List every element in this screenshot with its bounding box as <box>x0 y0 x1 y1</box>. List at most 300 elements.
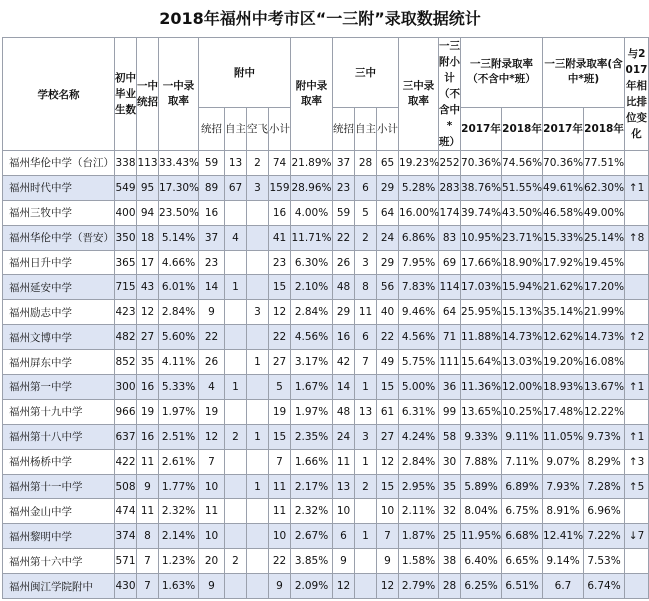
excl-2017-cell: 5.89% <box>461 474 502 499</box>
sz-unified-cell: 23 <box>333 175 355 200</box>
excl-2018-cell: 7.11% <box>502 449 543 474</box>
rank-cell <box>625 549 649 574</box>
sz-unified-cell: 11 <box>333 449 355 474</box>
fz-self-cell: 2 <box>225 424 247 449</box>
fz-fly-cell: 3 <box>247 300 269 325</box>
sz-unified-cell: 13 <box>333 474 355 499</box>
incl-2018-cell: 19.45% <box>584 250 625 275</box>
sz-self-cell: 3 <box>355 250 377 275</box>
fz-sub-cell: 16 <box>269 200 291 225</box>
incl-2018-cell: 6.74% <box>584 574 625 599</box>
excl-2017-cell: 11.36% <box>461 375 502 400</box>
yisan-sub-cell: 252 <box>439 151 461 176</box>
sz-sub-cell: 64 <box>377 200 399 225</box>
sz-rate-cell: 16.00% <box>399 200 439 225</box>
incl-2017-cell: 35.14% <box>543 300 584 325</box>
sz-rate-cell: 5.28% <box>399 175 439 200</box>
unified-cell: 11 <box>137 449 159 474</box>
rank-cell: ↓7 <box>625 524 649 549</box>
sz-self-cell: 2 <box>355 225 377 250</box>
rank-cell: ↑8 <box>625 225 649 250</box>
excl-2018-cell: 6.75% <box>502 499 543 524</box>
incl-2017-cell: 46.58% <box>543 200 584 225</box>
sz-self-cell: 5 <box>355 200 377 225</box>
page-title: 2018年福州中考市区“一三附”录取数据统计 <box>159 9 481 28</box>
rank-cell: ↑3 <box>625 449 649 474</box>
fz-fly-cell <box>247 549 269 574</box>
excl-2017-cell: 6.40% <box>461 549 502 574</box>
school-cell: 福州文博中学 <box>3 325 115 350</box>
table-body <box>3 151 649 599</box>
excl-2017-cell: 38.76% <box>461 175 502 200</box>
rate1-cell: 4.66% <box>159 250 199 275</box>
school-cell: 福州第一中学 <box>3 375 115 400</box>
fz-fly-cell <box>247 399 269 424</box>
table-row <box>3 549 649 574</box>
school-cell: 福州华伦中学（台江） <box>3 151 115 176</box>
fz-self-cell <box>225 325 247 350</box>
header-rate1: 一中录取率 <box>159 38 199 151</box>
fz-unified-cell: 20 <box>199 549 225 574</box>
fz-unified-cell: 14 <box>199 275 225 300</box>
incl-2018-cell: 14.73% <box>584 325 625 350</box>
sz-self-cell: 6 <box>355 175 377 200</box>
fz-unified-cell: 23 <box>199 250 225 275</box>
sz-unified-cell: 12 <box>333 574 355 599</box>
sz-sub-cell: 29 <box>377 250 399 275</box>
incl-2018-cell: 9.73% <box>584 424 625 449</box>
header-fz-fly: 空飞 <box>247 107 269 150</box>
yisan-sub-cell: 58 <box>439 424 461 449</box>
grads-cell: 374 <box>115 524 137 549</box>
fz-self-cell: 1 <box>225 275 247 300</box>
yisan-sub-cell: 114 <box>439 275 461 300</box>
fz-rate-cell: 2.84% <box>291 300 333 325</box>
rate1-cell: 5.60% <box>159 325 199 350</box>
rank-cell: ↑1 <box>625 175 649 200</box>
excl-2018-cell: 6.51% <box>502 574 543 599</box>
fz-sub-cell: 19 <box>269 399 291 424</box>
excl-2018-cell: 12.00% <box>502 375 543 400</box>
sz-sub-cell: 15 <box>377 474 399 499</box>
sz-sub-cell: 7 <box>377 524 399 549</box>
school-cell: 福州屏东中学 <box>3 350 115 375</box>
grads-cell: 715 <box>115 275 137 300</box>
fz-fly-cell <box>247 524 269 549</box>
fz-rate-cell: 3.85% <box>291 549 333 574</box>
sz-unified-cell: 9 <box>333 549 355 574</box>
fz-fly-cell: 3 <box>247 175 269 200</box>
table-row <box>3 350 649 375</box>
sz-unified-cell: 29 <box>333 300 355 325</box>
incl-2018-cell: 17.20% <box>584 275 625 300</box>
fz-unified-cell: 37 <box>199 225 225 250</box>
excl-2018-cell: 13.03% <box>502 350 543 375</box>
fz-self-cell <box>225 250 247 275</box>
incl-2018-cell: 25.14% <box>584 225 625 250</box>
yisan-sub-cell: 111 <box>439 350 461 375</box>
unified-cell: 94 <box>137 200 159 225</box>
sz-unified-cell: 6 <box>333 524 355 549</box>
sz-sub-cell: 15 <box>377 375 399 400</box>
header-fz-sub: 小计 <box>269 107 291 150</box>
sz-rate-cell: 6.86% <box>399 225 439 250</box>
fz-fly-cell <box>247 574 269 599</box>
fz-sub-cell: 15 <box>269 424 291 449</box>
rank-cell <box>625 399 649 424</box>
incl-2017-cell: 9.07% <box>543 449 584 474</box>
sz-self-cell: 6 <box>355 325 377 350</box>
school-cell: 福州日升中学 <box>3 250 115 275</box>
incl-2017-cell: 12.41% <box>543 524 584 549</box>
incl-2018-cell: 16.08% <box>584 350 625 375</box>
unified-cell: 19 <box>137 399 159 424</box>
rank-cell: ↑2 <box>625 325 649 350</box>
fz-self-cell: 13 <box>225 151 247 176</box>
sz-self-cell: 7 <box>355 350 377 375</box>
fz-rate-cell: 21.89% <box>291 151 333 176</box>
grads-cell: 400 <box>115 200 137 225</box>
yisan-sub-cell: 25 <box>439 524 461 549</box>
yisan-sub-cell: 32 <box>439 499 461 524</box>
incl-2018-cell: 21.99% <box>584 300 625 325</box>
fz-unified-cell: 10 <box>199 524 225 549</box>
sz-self-cell: 3 <box>355 424 377 449</box>
table-row <box>3 151 649 176</box>
unified-cell: 27 <box>137 325 159 350</box>
header-fz-unified: 统招 <box>199 107 225 150</box>
fz-rate-cell: 2.67% <box>291 524 333 549</box>
fz-unified-cell: 4 <box>199 375 225 400</box>
sz-self-cell: 1 <box>355 524 377 549</box>
fz-self-cell: 67 <box>225 175 247 200</box>
sz-unified-cell: 26 <box>333 250 355 275</box>
incl-2017-cell: 70.36% <box>543 151 584 176</box>
yisan-sub-cell: 36 <box>439 375 461 400</box>
incl-2017-cell: 17.48% <box>543 399 584 424</box>
incl-2017-cell: 11.05% <box>543 424 584 449</box>
incl-2017-cell: 17.92% <box>543 250 584 275</box>
fz-self-cell <box>225 200 247 225</box>
grads-cell: 365 <box>115 250 137 275</box>
sz-self-cell: 13 <box>355 399 377 424</box>
fz-self-cell <box>225 350 247 375</box>
incl-2018-cell: 77.51% <box>584 151 625 176</box>
excl-2018-cell: 51.55% <box>502 175 543 200</box>
fz-self-cell: 1 <box>225 375 247 400</box>
sz-unified-cell: 14 <box>333 375 355 400</box>
header-fuzhong: 附中 <box>199 38 291 108</box>
incl-2018-cell: 6.96% <box>584 499 625 524</box>
header-sanzhong: 三中 <box>333 38 399 108</box>
rank-cell: ↑1 <box>625 375 649 400</box>
grads-cell: 422 <box>115 449 137 474</box>
school-cell: 福州励志中学 <box>3 300 115 325</box>
grads-cell: 571 <box>115 549 137 574</box>
unified-cell: 35 <box>137 350 159 375</box>
fz-fly-cell: 1 <box>247 350 269 375</box>
incl-2018-cell: 12.22% <box>584 399 625 424</box>
header-grads: 初中毕业生数 <box>115 38 137 151</box>
yisan-sub-cell: 99 <box>439 399 461 424</box>
school-cell: 福州三牧中学 <box>3 200 115 225</box>
incl-2018-cell: 7.22% <box>584 524 625 549</box>
sz-unified-cell: 22 <box>333 225 355 250</box>
table-row <box>3 524 649 549</box>
rate1-cell: 1.77% <box>159 474 199 499</box>
unified-cell: 17 <box>137 250 159 275</box>
unified-cell: 113 <box>137 151 159 176</box>
header-rank: 与2017年相比排位变化 <box>625 38 649 151</box>
unified-cell: 16 <box>137 424 159 449</box>
fz-rate-cell: 1.66% <box>291 449 333 474</box>
sz-sub-cell: 27 <box>377 424 399 449</box>
fz-unified-cell: 12 <box>199 424 225 449</box>
fz-fly-cell: 1 <box>247 424 269 449</box>
rank-cell <box>625 499 649 524</box>
incl-2017-cell: 19.20% <box>543 350 584 375</box>
header-yisan-sub: 一三附小计（不含中*班） <box>439 38 461 151</box>
unified-cell: 43 <box>137 275 159 300</box>
header-sz-self: 自主 <box>355 107 377 150</box>
school-cell: 福州黎明中学 <box>3 524 115 549</box>
sz-rate-cell: 2.95% <box>399 474 439 499</box>
sz-rate-cell: 4.56% <box>399 325 439 350</box>
incl-2017-cell: 12.62% <box>543 325 584 350</box>
sz-self-cell: 11 <box>355 300 377 325</box>
grads-cell: 300 <box>115 375 137 400</box>
grads-cell: 423 <box>115 300 137 325</box>
rank-cell <box>625 574 649 599</box>
fz-unified-cell: 9 <box>199 574 225 599</box>
rank-cell <box>625 151 649 176</box>
fz-fly-cell <box>247 200 269 225</box>
unified-cell: 12 <box>137 300 159 325</box>
fz-sub-cell: 15 <box>269 275 291 300</box>
grads-cell: 549 <box>115 175 137 200</box>
excl-2017-cell: 17.66% <box>461 250 502 275</box>
fz-unified-cell: 26 <box>199 350 225 375</box>
unified-cell: 16 <box>137 375 159 400</box>
sz-self-cell <box>355 574 377 599</box>
excl-2017-cell: 9.33% <box>461 424 502 449</box>
fz-unified-cell: 19 <box>199 399 225 424</box>
fz-rate-cell: 2.10% <box>291 275 333 300</box>
grads-cell: 482 <box>115 325 137 350</box>
sz-rate-cell: 19.23% <box>399 151 439 176</box>
sz-rate-cell: 4.24% <box>399 424 439 449</box>
yisan-sub-cell: 30 <box>439 449 461 474</box>
unified-cell: 18 <box>137 225 159 250</box>
header-excl-2018: 2018年 <box>502 107 543 150</box>
header-incl-2018: 2018年 <box>584 107 625 150</box>
fz-self-cell <box>225 449 247 474</box>
fz-self-cell <box>225 574 247 599</box>
excl-2017-cell: 7.88% <box>461 449 502 474</box>
table-row <box>3 325 649 350</box>
school-cell: 福州杨桥中学 <box>3 449 115 474</box>
fz-fly-cell <box>247 225 269 250</box>
yisan-sub-cell: 283 <box>439 175 461 200</box>
fz-unified-cell: 9 <box>199 300 225 325</box>
incl-2018-cell: 13.67% <box>584 375 625 400</box>
fz-rate-cell: 6.30% <box>291 250 333 275</box>
fz-sub-cell: 22 <box>269 549 291 574</box>
grads-cell: 474 <box>115 499 137 524</box>
grads-cell: 338 <box>115 151 137 176</box>
header-school: 学校名称 <box>3 38 115 151</box>
fz-unified-cell: 59 <box>199 151 225 176</box>
excl-2018-cell: 23.71% <box>502 225 543 250</box>
fz-rate-cell: 1.97% <box>291 399 333 424</box>
table-row <box>3 474 649 499</box>
fz-sub-cell: 10 <box>269 524 291 549</box>
header-incl-2017: 2017年 <box>543 107 584 150</box>
rank-cell <box>625 250 649 275</box>
fz-sub-cell: 11 <box>269 474 291 499</box>
table-row <box>3 574 649 599</box>
school-cell: 福州第十一中学 <box>3 474 115 499</box>
sz-sub-cell: 24 <box>377 225 399 250</box>
fz-sub-cell: 22 <box>269 325 291 350</box>
table-row <box>3 449 649 474</box>
table-row <box>3 424 649 449</box>
excl-2018-cell: 14.73% <box>502 325 543 350</box>
fz-unified-cell: 11 <box>199 499 225 524</box>
school-cell: 福州时代中学 <box>3 175 115 200</box>
unified-cell: 7 <box>137 574 159 599</box>
fz-sub-cell: 27 <box>269 350 291 375</box>
sz-rate-cell: 7.83% <box>399 275 439 300</box>
fz-self-cell <box>225 474 247 499</box>
yisan-sub-cell: 38 <box>439 549 461 574</box>
excl-2018-cell: 6.89% <box>502 474 543 499</box>
sz-unified-cell: 59 <box>333 200 355 225</box>
rate1-cell: 33.43% <box>159 151 199 176</box>
sz-rate-cell: 7.95% <box>399 250 439 275</box>
fz-sub-cell: 11 <box>269 499 291 524</box>
sz-rate-cell: 2.79% <box>399 574 439 599</box>
school-cell: 福州第十九中学 <box>3 399 115 424</box>
table-header <box>3 38 649 151</box>
school-cell: 福州华伦中学（晋安） <box>3 225 115 250</box>
sz-unified-cell: 42 <box>333 350 355 375</box>
excl-2018-cell: 18.90% <box>502 250 543 275</box>
table-row <box>3 399 649 424</box>
rank-cell <box>625 275 649 300</box>
unified-cell: 7 <box>137 549 159 574</box>
excl-2018-cell: 15.13% <box>502 300 543 325</box>
sz-sub-cell: 49 <box>377 350 399 375</box>
sz-unified-cell: 48 <box>333 399 355 424</box>
excl-2018-cell: 10.25% <box>502 399 543 424</box>
fz-sub-cell: 41 <box>269 225 291 250</box>
rate1-cell: 5.33% <box>159 375 199 400</box>
sz-sub-cell: 22 <box>377 325 399 350</box>
incl-2017-cell: 7.93% <box>543 474 584 499</box>
table-row <box>3 200 649 225</box>
sz-sub-cell: 40 <box>377 300 399 325</box>
fz-self-cell: 2 <box>225 549 247 574</box>
fz-self-cell: 4 <box>225 225 247 250</box>
excl-2017-cell: 15.64% <box>461 350 502 375</box>
rate1-cell: 2.14% <box>159 524 199 549</box>
rate1-cell: 2.84% <box>159 300 199 325</box>
sz-self-cell <box>355 499 377 524</box>
incl-2018-cell: 62.30% <box>584 175 625 200</box>
excl-2018-cell: 9.11% <box>502 424 543 449</box>
rate1-cell: 1.97% <box>159 399 199 424</box>
header-rate-incl: 一三附录取率(含中*班) <box>543 38 625 108</box>
incl-2017-cell: 15.33% <box>543 225 584 250</box>
sz-sub-cell: 9 <box>377 549 399 574</box>
yisan-sub-cell: 174 <box>439 200 461 225</box>
sz-self-cell: 8 <box>355 275 377 300</box>
sz-rate-cell: 9.46% <box>399 300 439 325</box>
fz-rate-cell: 4.56% <box>291 325 333 350</box>
incl-2018-cell: 7.53% <box>584 549 625 574</box>
unified-cell: 95 <box>137 175 159 200</box>
header-sz-sub: 小计 <box>377 107 399 150</box>
rate1-cell: 4.11% <box>159 350 199 375</box>
incl-2018-cell: 8.29% <box>584 449 625 474</box>
school-cell: 福州第十六中学 <box>3 549 115 574</box>
sz-sub-cell: 56 <box>377 275 399 300</box>
fz-sub-cell: 159 <box>269 175 291 200</box>
table-row <box>3 175 649 200</box>
excl-2017-cell: 17.03% <box>461 275 502 300</box>
sz-rate-cell: 1.58% <box>399 549 439 574</box>
sz-unified-cell: 16 <box>333 325 355 350</box>
rank-cell <box>625 200 649 225</box>
incl-2017-cell: 49.61% <box>543 175 584 200</box>
unified-cell: 11 <box>137 499 159 524</box>
sz-self-cell: 2 <box>355 474 377 499</box>
excl-2017-cell: 10.95% <box>461 225 502 250</box>
fz-sub-cell: 74 <box>269 151 291 176</box>
fz-rate-cell: 2.35% <box>291 424 333 449</box>
excl-2017-cell: 25.95% <box>461 300 502 325</box>
fz-self-cell <box>225 300 247 325</box>
incl-2017-cell: 8.91% <box>543 499 584 524</box>
sz-rate-cell: 5.75% <box>399 350 439 375</box>
rate1-cell: 1.63% <box>159 574 199 599</box>
table-row <box>3 375 649 400</box>
sz-unified-cell: 24 <box>333 424 355 449</box>
sz-unified-cell: 37 <box>333 151 355 176</box>
grads-cell: 966 <box>115 399 137 424</box>
excl-2017-cell: 13.65% <box>461 399 502 424</box>
rate1-cell: 23.50% <box>159 200 199 225</box>
fz-sub-cell: 9 <box>269 574 291 599</box>
fz-unified-cell: 22 <box>199 325 225 350</box>
rate1-cell: 6.01% <box>159 275 199 300</box>
fz-self-cell <box>225 524 247 549</box>
incl-2018-cell: 7.28% <box>584 474 625 499</box>
admission-table <box>2 37 649 599</box>
unified-cell: 9 <box>137 474 159 499</box>
incl-2017-cell: 18.93% <box>543 375 584 400</box>
yisan-sub-cell: 83 <box>439 225 461 250</box>
yisan-sub-cell: 64 <box>439 300 461 325</box>
incl-2017-cell: 6.7 <box>543 574 584 599</box>
rate1-cell: 2.51% <box>159 424 199 449</box>
fz-sub-cell: 23 <box>269 250 291 275</box>
table-row <box>3 300 649 325</box>
school-cell: 福州延安中学 <box>3 275 115 300</box>
excl-2017-cell: 11.88% <box>461 325 502 350</box>
rank-cell <box>625 300 649 325</box>
